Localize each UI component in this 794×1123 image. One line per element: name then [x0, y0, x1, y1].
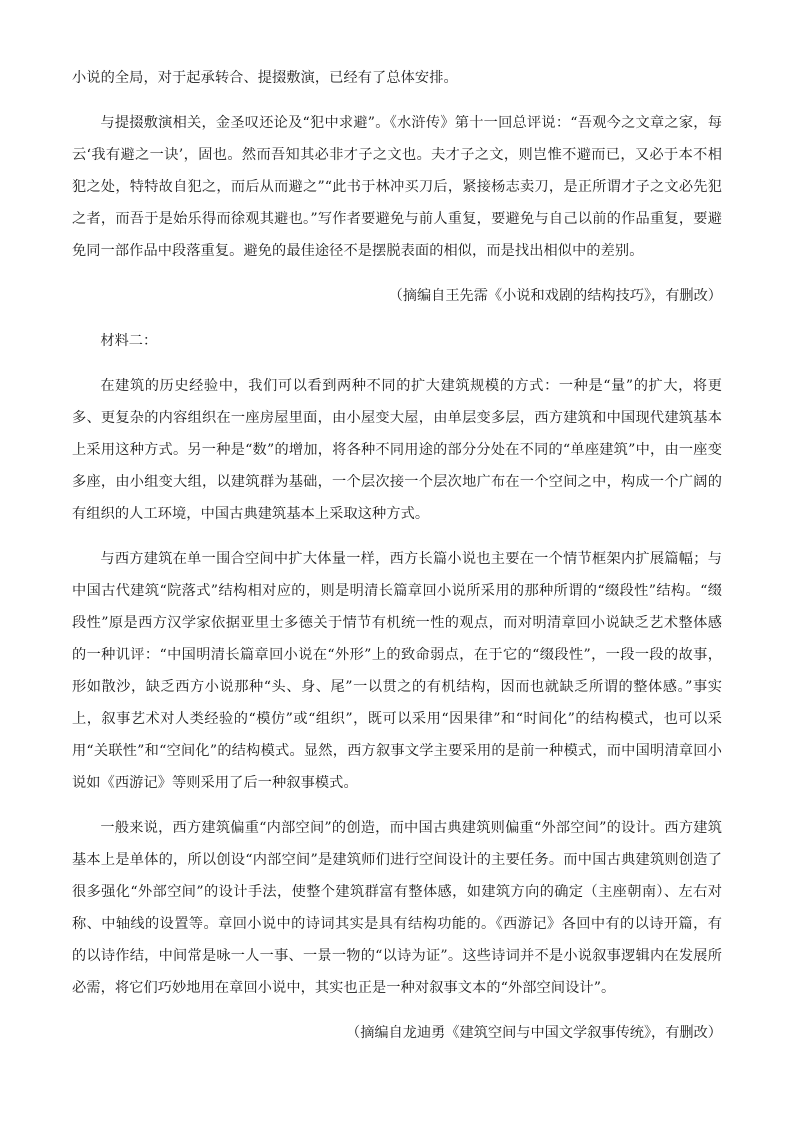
paragraph-external-space: 一般来说，西方建筑偏重“内部空间”的创造，而中国古典建筑则偏重“外部空间”的设计。西方建筑基本上是单体的，所以创设“内部空间”是建筑师们进行空间设计的主要任务。而中国古典建筑则创造了很多强化“外部空间”的设计手法，使整个建筑群富有整体感，如建筑方向的确定（主座朝南）、左右对称、中轴线的设置等。章回小说中的诗词其实是具有结构功能的。《西游记》各回中有的以诗开篇，有的以诗作结，中间常是咏一人一事、一景一物的“以诗为证”。这些诗词并不是小说叙事逻辑内在发展所必需，将它们巧妙地用在章回小说中，其实也正是一种对叙事文本的“外部空间设计”。 [72, 820, 722, 996]
paragraph-architecture-scale: 在建筑的历史经验中，我们可以看到两种不同的扩大建筑规模的方式：一种是“量”的扩大，将更多、更复杂的内容组织在一座房屋里面，由小屋变大屋，由单层变多层，西方建筑和中国现代建筑基本上采用这种方式。另一种是“数”的增加，将各种不同用途的部分分处在不同的“单座建筑”中，由一座变多座，由小组变大组，以建筑群为基础，一个层次接一个层次地广布在一个空间之中，构成一个广阔的有组织的人工环境，中国古典建筑基本上采取这种方式。 [72, 378, 722, 522]
source-citation-1: （摘编自王先霈《小说和戏剧的结构技巧》，有删改） [388, 288, 722, 304]
paragraph-continuation: 小说的全局，对于起承转合、提掇敷演，已经有了总体安排。 [72, 70, 458, 86]
section-heading-material-2: 材料二： [100, 333, 158, 349]
source-citation-2: （摘编自龙迪勇《建筑空间与中国文学叙事传统》，有删改） [346, 1025, 722, 1041]
paragraph-episodic-structure: 与西方建筑在单一围合空间中扩大体量一样，西方长篇小说也主要在一个情节框架内扩展篇幅；与中国古代建筑“院落式”结构相对应的，则是明清长篇章回小说所采用的那种所谓的“缀段性”结构。“缀段性”原是西方汉学家依据亚里士多德关于情节有机统一性的观点，而对明清章回小说缺乏艺术整体感的一种讥评：“中国明清长篇章回小说在“外形”上的致命弱点，在于它的“缀段性”，一段一段的故事，形如散沙，缺乏西方小说那种“头、身、尾”一以贯之的有机结构，因而也就缺乏所谓的整体感。”事实上，叙事艺术对人类经验的“模仿”或“组织”，既可以采用“因果律”和“时间化”的结构模式，也可以采用“关联性”和“空间化”的结构模式。显然，西方叙事文学主要采用的是前一种模式，而中国明清章回小说如《西游记》等则采用了后一种叙事模式。 [72, 551, 722, 791]
paragraph-fan-zhong-qiu-bi: 与提掇敷演相关，金圣叹还论及“犯中求避”。《水浒传》第十一回总评说：“吾观今之文章之家，每云‘我有避之一诀’，固也。然而吾知其必非才子之文也。夫才子之文，则岂惟不避而已，又必于本不相犯之处，特特故自犯之，而后从而避之”“此书于林冲买刀后，紧接杨志卖刀，是正所谓才子之文必先犯之者，而吾于是始乐得而徐观其避也。”写作者要避免与前人重复，要避免与自己以前的作品重复，要避免同一部作品中段落重复。避免的最佳途径不是摆脱表面的相似，而是找出相似中的差别。 [72, 115, 722, 259]
document-page [72, 62, 722, 1049]
